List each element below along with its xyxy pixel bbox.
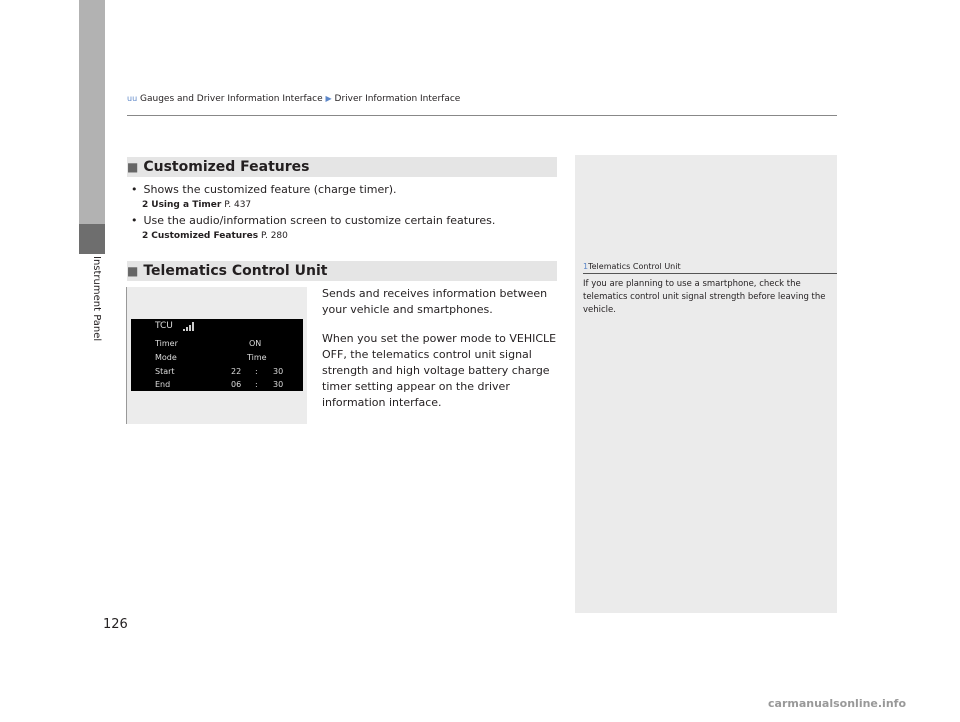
reference-arrow-icon: 2 (142, 200, 149, 210)
section-heading-customized-features (127, 157, 557, 177)
tcu-label: TCU (155, 321, 173, 331)
breadcrumb-arrow-icon: uu (127, 94, 138, 103)
sidebar-note-title (583, 262, 681, 271)
sidebar-note-divider (583, 273, 837, 274)
paragraph: When you set the power mode to VEHICLE OFF, the telematics control unit signal strength and high voltage battery charge timer setting appear on the driver information interface. (322, 332, 557, 409)
display-row-mode (155, 353, 295, 365)
row-label: Mode (155, 353, 177, 362)
row-hour: 22 (231, 367, 242, 376)
row-hour: 06 (231, 380, 242, 389)
cross-reference-link[interactable] (142, 230, 288, 242)
row-label: End (155, 380, 171, 389)
display-row-timer (155, 339, 295, 351)
bullet-item (131, 214, 495, 228)
bullet-text: Shows the customized feature (charge timer). (143, 183, 397, 196)
note-title: Telematics Control Unit (588, 262, 681, 271)
driver-info-display-illustration (126, 287, 307, 424)
bullet-dot-icon: • (131, 183, 138, 196)
section-heading-telematics-control-unit (127, 261, 557, 281)
row-label: Start (155, 367, 175, 376)
sidebar-note-panel (575, 155, 837, 613)
header-divider (127, 115, 837, 116)
reference-title: Using a Timer (151, 200, 222, 210)
row-separator: : (255, 380, 258, 389)
sidebar-note-text: If you are planning to use a smartphone, check the telematics control unit signal strength before leaving the vehicle. (583, 279, 826, 315)
reference-page: P. 437 (224, 200, 252, 210)
bullet-dot-icon: • (131, 214, 138, 227)
row-separator: : (255, 367, 258, 376)
row-minute: 30 (273, 367, 284, 376)
side-tab-label: Instrument Panel (91, 256, 102, 342)
bullet-item (131, 183, 397, 197)
display-row-start (155, 367, 295, 379)
side-tab-active (79, 224, 105, 254)
row-value: ON (249, 339, 262, 348)
display-screen (131, 319, 303, 391)
row-minute: 30 (273, 380, 284, 389)
reference-arrow-icon: 2 (142, 231, 149, 241)
cross-reference-link[interactable] (142, 199, 251, 211)
reference-title: Customized Features (151, 231, 259, 241)
reference-page: P. 280 (260, 231, 288, 241)
breadcrumb (127, 94, 460, 104)
display-row-end (155, 380, 295, 392)
section-title: Telematics Control Unit (143, 263, 328, 279)
breadcrumb-parent[interactable]: Gauges and Driver Information Interface (140, 94, 323, 104)
bullet-text: Use the audio/information screen to customize certain features. (143, 214, 496, 227)
signal-strength-icon (183, 322, 195, 331)
page-number: 126 (103, 617, 128, 632)
note-marker-icon: 1 (583, 262, 589, 271)
side-tab-bar (79, 0, 105, 254)
row-label: Timer (155, 339, 178, 348)
watermark: carmanualsonline.info (768, 697, 906, 710)
breadcrumb-current: Driver Information Interface (334, 94, 461, 104)
row-value: Time (247, 353, 267, 362)
breadcrumb-separator-icon: ▶ (325, 94, 332, 103)
paragraph: Sends and receives information between your vehicle and smartphones. (322, 287, 548, 316)
section-marker-icon: ■ (127, 264, 139, 278)
section-marker-icon: ■ (127, 160, 139, 174)
section-title: Customized Features (143, 159, 310, 175)
